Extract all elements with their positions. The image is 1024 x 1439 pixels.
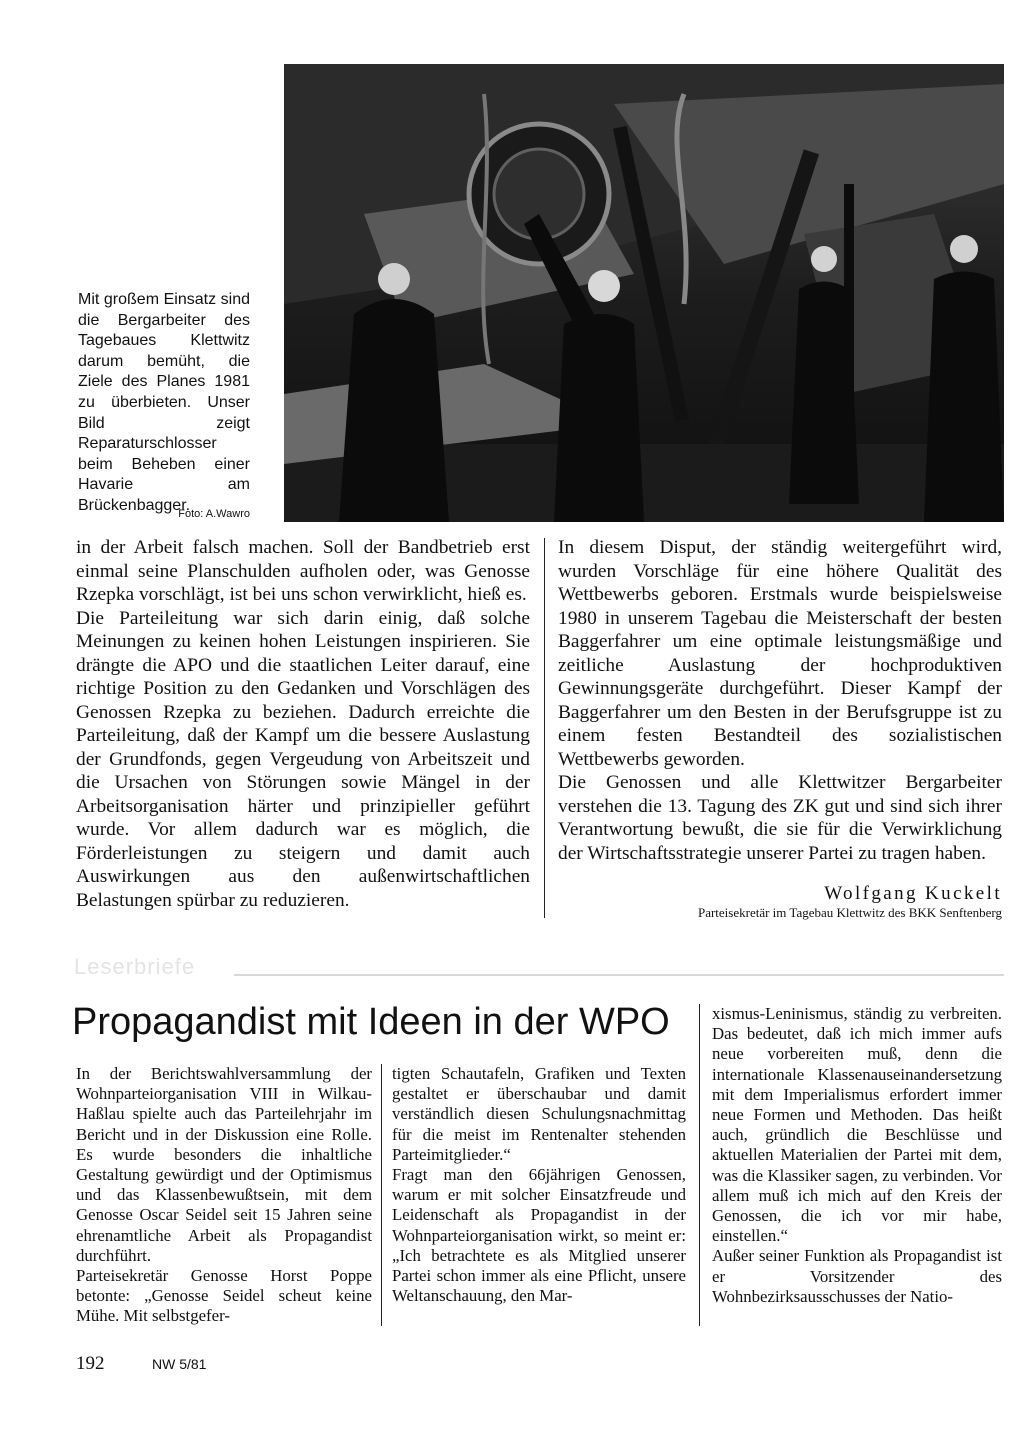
paragraph: Die Parteileitung war sich darin einig, daß solche Meinungen zu keinen hohen Leistungen inspirieren. Sie drängte die APO und die staatlichen Leiter darauf, eine richtige Position zu den Gedanken und Vorschlägen des Genossen Rzepka zu beziehen. Dadurch erreichte die Parteileitung, daß der Kampf um die bessere Auslastung der Grundfonds, gegen Vergeudung von Arbeitszeit und die Ursachen von Störungen sowie Mängel in der Arbeitsorganisation härter und prinzipieller geführt wurde. Vor allem dadurch war es möglich, die Förderleistungen zu steigern und damit auch Auswirkungen aus den außenwirtschaftlichen Belastungen spürbar zu reduzieren.	[76, 607, 530, 911]
author-name: Wolfgang Kuckelt	[824, 883, 1002, 904]
page-number: 192	[76, 1353, 105, 1374]
column-divider	[699, 1004, 700, 1326]
column-divider	[381, 1064, 382, 1326]
paragraph: In diesem Disput, der ständig weitergeführt wird, wurden Vorschläge für eine höhere Qualität des Wettbewerbs geboren. Erstmals wurde beispielsweise 1980 in unserem Tagebau die Meisterschaft der besten Baggerfahrer um eine optimale leistungsmäßige und zeitliche Auslastung der hochproduktiven Gewinnungsgeräte durchgeführt. Dieser Kampf der Baggerfahrer um den Besten in der Berufsgruppe ist zu einem festen Bestandteil des sozialistischen Wettbewerbs geworden.	[558, 537, 1002, 770]
paragraph: Parteisekretär Genosse Horst Poppe betonte: „Genosse Seidel scheut keine Mühe. Mit selbstgefer-	[76, 1266, 372, 1326]
article-photo	[284, 64, 1004, 522]
miners-repair-excavator-image	[284, 64, 1004, 522]
paragraph: Die Genossen und alle Klettwitzer Bergarbeiter verstehen die 13. Tagung des ZK gut und sind sich ihrer Verantwortung bewußt, die sie für die Verwirklichung der Wirtschaftsstrategie unserer Partei zu tragen haben.	[558, 772, 1002, 864]
paragraph: Fragt man den 66jährigen Genossen, warum er mit solcher Einsatzfreude und Leidenschaft als Propagandist in der Wohnparteiorganisation wirkt, so meint er: „Ich betrachtete es als Mitglied unserer Partei schon immer als eine Pflicht, unsere Weltanschauung, den Mar-	[392, 1165, 686, 1306]
paragraph: In der Berichtswahlversammlung der Wohnparteiorganisation VIII in Wilkau-Haßlau spielte auch das Parteilehrjahr im Bericht und in der Diskussion eine Rolle. Es wurde besonders die inhaltliche Gestaltung gewürdigt und der Optimismus und das Klassenbewußtsein, mit dem Genosse Oscar Seidel seit 15 Jahren seine ehrenamtliche Arbeit als Propagandist durchführt.	[76, 1064, 372, 1265]
article2-column-3	[712, 1004, 1002, 1307]
issue-label: NW 5/81	[152, 1356, 207, 1372]
paragraph: tigten Schautafeln, Grafiken und Texten gestaltet er überschaubar und damit verständlich diesen Schulungsnachmittag für die meist im Rentenalter stehenden Parteimitglieder.“	[392, 1064, 686, 1164]
article1-column-2	[558, 536, 1002, 865]
photo-credit: Foto: A.Wawro	[178, 508, 250, 520]
article2-column-2	[392, 1064, 686, 1306]
photo-caption: Mit großem Einsatz sind die Bergarbeiter des Tagebaues Klettwitz darum bemüht, die Ziele des Planes 1981 zu überbieten. Unser Bild zeigt Reparaturschlosser beim Beheben einer Havarie am Brückenbagger.	[78, 291, 250, 514]
section-rule	[234, 974, 1004, 976]
article2-headline: Propagandist mit Ideen in der WPO	[72, 1001, 670, 1043]
paragraph: in der Arbeit falsch machen. Soll der Bandbetrieb erst einmal seine Planschulden aufholen oder, was Genosse Rzepka vorschlägt, ist bei uns schon verwirklicht, hieß es.	[76, 537, 530, 605]
paragraph: Außer seiner Funktion als Propagandist ist er Vorsitzender des Wohnbezirksausschusses der Natio-	[712, 1246, 1002, 1306]
paragraph: xismus-Leninismus, ständig zu verbreiten. Das bedeutet, daß ich mich immer aufs neue vorbereiten muß, denn die internationale Klassenauseinandersetzung mit dem Imperialismus erfordert immer neue Formen und Methoden. Das heißt auch, gründlich die Beschlüsse und aktuellen Materialien der Partei mit dem, was die Klassiker sagen, zu verbinden. Vor allem muß ich mich auf den Kreis der Genossen, die ich vor mir habe, einstellen.“	[712, 1004, 1002, 1246]
author-role: Parteisekretär im Tagebau Klettwitz des BKK Senftenberg	[697, 905, 1002, 920]
section-label: Leserbriefe	[74, 954, 196, 979]
article2-column-1	[76, 1064, 372, 1327]
article1-column-1	[76, 536, 530, 912]
column-divider	[544, 538, 545, 918]
